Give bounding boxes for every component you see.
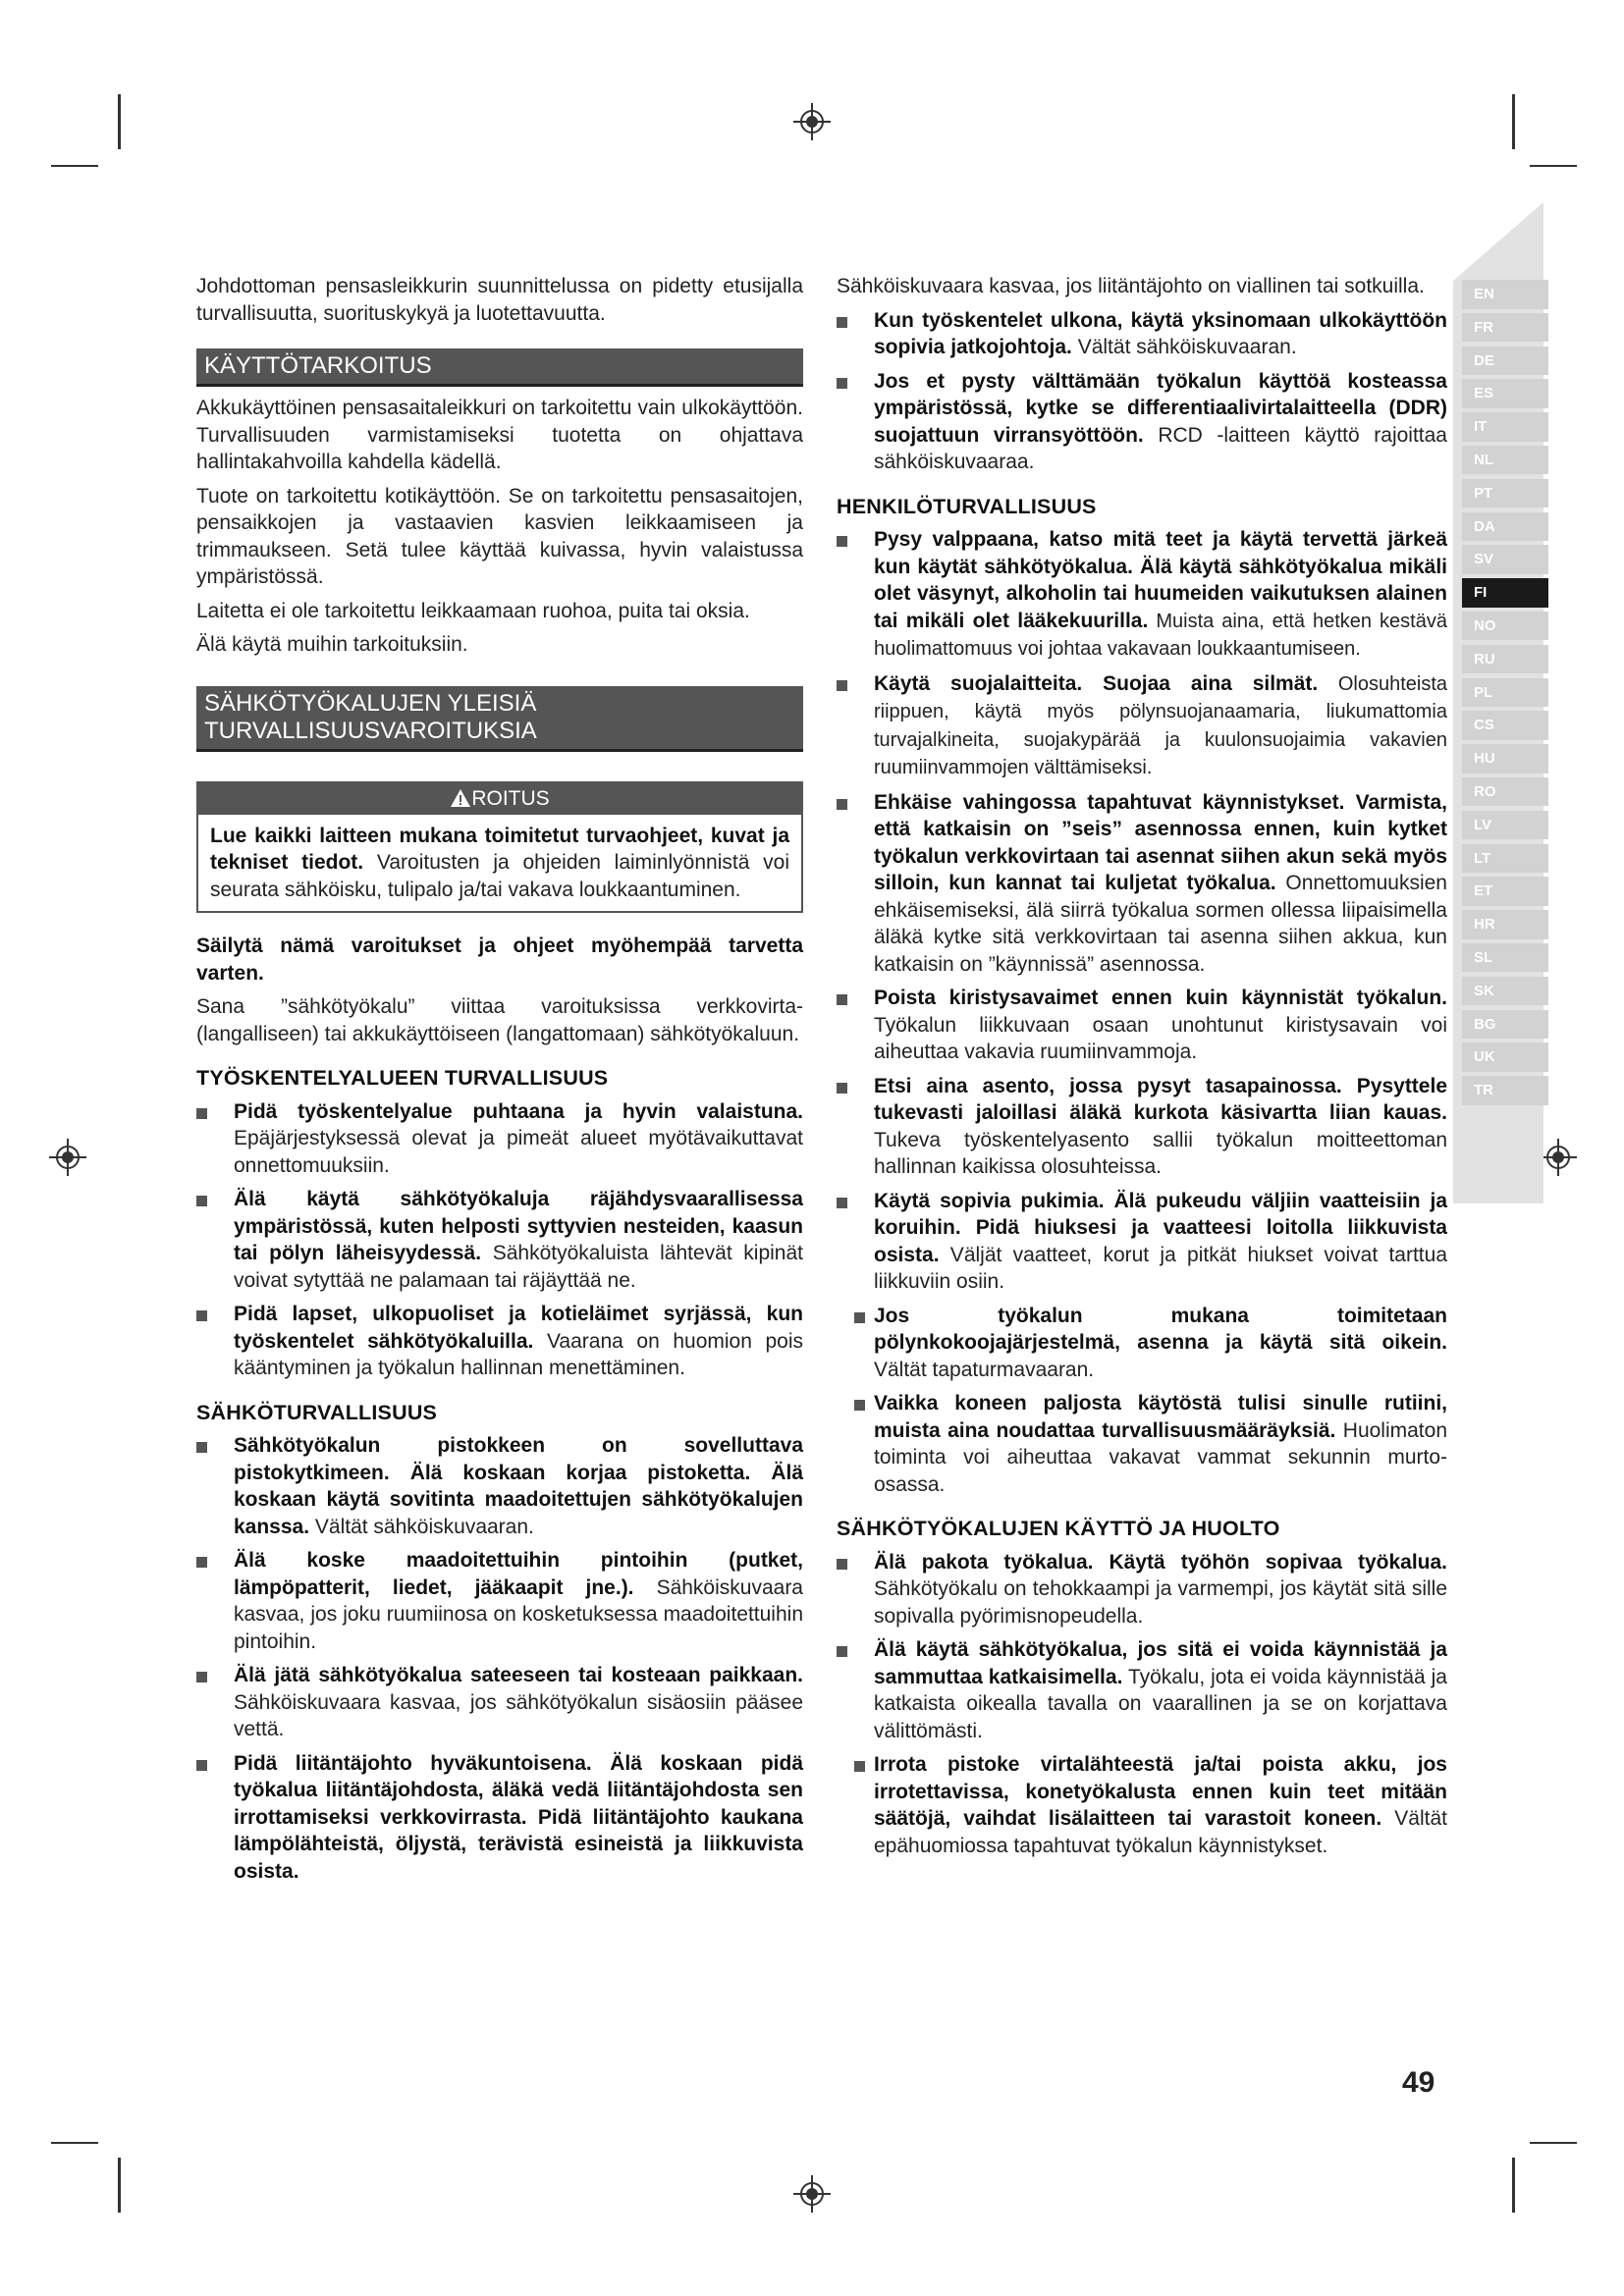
- language-tab-da[interactable]: DA: [1462, 512, 1548, 542]
- language-tab-sk[interactable]: SK: [1462, 977, 1548, 1006]
- list-item: [837, 670, 1447, 782]
- heading-line: SÄHKÖTYÖKALUJEN YLEISIÄ: [204, 689, 537, 717]
- list-item: [837, 1751, 1447, 1859]
- item-bold: Irrota pistoke virtalähteestä ja/tai poista akku, jos irrotettavissa, konetyökalusta ennen kuin teet mitään säätöjä, vaihdat lisälaitteen tai varastoit koneen.: [874, 1753, 1447, 1830]
- item-text: Sähkötyökaluista lähtevät kipinät voivat sytyttää ne palamaan tai räjäyttää ne.: [234, 1242, 803, 1292]
- item-bold: Jos et pysty välttämään työkalun käyttöä kosteassa ympäristössä, kytke se differentiaalivirtalaitteella (DDR) suojattuun virransyöttöön.: [874, 369, 1447, 447]
- intro-paragraph: Johdottoman pensasleikkurin suunnittelussa on pidetty etusijalla turvallisuutta, suorituskykyä ja luotettavuutta.: [196, 275, 803, 325]
- crop-mark: [51, 165, 98, 167]
- list-item: [196, 1662, 803, 1743]
- language-tab-tr[interactable]: TR: [1462, 1076, 1548, 1105]
- warning-header: [198, 783, 801, 815]
- item-bold: Älä käytä sähkötyökalua, jos sitä ei voida käynnistää ja sammuttaa katkaisimella.: [874, 1638, 1447, 1688]
- item-text: Sähkötyökalu on tehokkaampi ja varmempi, jos käytät sitä sille sopivalla pyörimisnopeudella.: [874, 1577, 1447, 1628]
- registration-mark-icon: [1540, 1139, 1577, 1176]
- item-text: Työkalu, jota ei voida käynnistää ja katkaista oikealla tavalla on vaarallinen ja se on korjattava välittömästi.: [874, 1665, 1447, 1742]
- right-column: [837, 273, 1447, 1866]
- registration-mark-icon: [793, 2175, 831, 2213]
- language-tab-hu[interactable]: HU: [1462, 744, 1548, 774]
- keep-instructions-note: Säilytä nämä varoitukset ja ohjeet myöhempää tarvetta varten.: [196, 934, 803, 985]
- paragraph: Tuote on tarkoitettu kotikäyttöön. Se on tarkoitettu pensasaitojen, pensaikkojen ja vastaavien kasvien leikkaamiseen ja trimmaukseen. Setä tulee käyttää kuivassa, hyvin valaistussa ympäristössä.: [196, 484, 803, 588]
- subheading-personal-safety: HENKILÖTURVALLISUUS: [837, 494, 1097, 518]
- language-tab-hr[interactable]: HR: [1462, 910, 1548, 939]
- warning-text: Varoitusten ja ohjeiden laiminlyönnistä voi seurata sähköisku, tulipalo ja/tai vakava loukkaantuminen.: [210, 851, 789, 901]
- language-tab-uk[interactable]: UK: [1462, 1042, 1548, 1072]
- item-bold: Vaikka koneen paljosta käytöstä tulisi sinulle rutiini, muista aina noudattaa turvallisuusmääräyksiä.: [874, 1392, 1447, 1442]
- warning-triangle-icon: [450, 788, 471, 808]
- language-tab-de[interactable]: DE: [1462, 347, 1548, 376]
- list-item: [196, 1432, 803, 1540]
- crop-mark: [1512, 94, 1515, 149]
- item-bold: Sähkötyökalun pistokkeen on sovelluttava pistokytkimeen. Älä koskaan korjaa pistoketta. Älä koskaan käytä sovitinta maadoitettujen sähkötyökalujen kanssa.: [234, 1434, 803, 1538]
- language-tab-sv[interactable]: SV: [1462, 545, 1548, 574]
- crop-mark: [118, 94, 121, 149]
- language-tab-ro[interactable]: RO: [1462, 777, 1548, 807]
- list-item: [837, 1188, 1447, 1296]
- item-text: Sähköiskuvaara kasvaa, jos sähkötyökalun sisäosiin pääsee vettä.: [234, 1690, 803, 1740]
- warning-body: [198, 815, 801, 912]
- paragraph: Älä käytä muihin tarkoituksiin.: [196, 633, 468, 656]
- item-text: Onnettomuuksien ehkäisemiseksi, älä siirrä työkalua sormen ollessa liipaisimella äläkä kytke sitä verkkovirtaan tai asenna siihen akkua, kun katkaisin on ”käynnissä” asennossa.: [874, 872, 1447, 976]
- list-item: [837, 1390, 1447, 1498]
- list-item: [837, 789, 1447, 979]
- item-text: Vältät sähköiskuvaaran.: [309, 1515, 534, 1538]
- item-text: Vältät sähköiskuvaaran.: [1071, 336, 1297, 358]
- language-index: [1462, 280, 1548, 1109]
- paragraph: Akkukäyttöinen pensasaitaleikkuri on tarkoitettu vain ulkokäyttöön. Turvallisuuden varmistamiseksi tuotetta on ohjattava hallintakahvoilla kahdella kädellä.: [196, 397, 803, 473]
- item-text: Tukeva työskentelyasento sallii työkalun moitteettoman hallinnan kaikissa olosuhteissa.: [874, 1128, 1447, 1178]
- section-heading-general-safety: [196, 686, 803, 752]
- language-tab-es[interactable]: ES: [1462, 379, 1548, 408]
- personal-safety-list: [837, 526, 1447, 1498]
- list-item: [837, 368, 1447, 476]
- section-heading-intended-use: KÄYTTÖTARKOITUS: [196, 348, 803, 387]
- item-bold: Pysy valppaana, katso mitä teet ja käytä tervettä järkeä kun käytät sähkötyökalua. Älä käytä sähkötyökalua mikäli olet väsynyt, alkoholin tai huumeiden vaikutuksen alainen tai mikäli olet lääkekuurilla.: [874, 528, 1447, 632]
- item-bold: Pidä lapset, ulkopuoliset ja kotieläimet syrjässä, kun työskentelet sähkötyökaluilla.: [234, 1303, 803, 1353]
- item-bold: Älä koske maadoitettuihin pintoihin (putket, lämpöpatterit, liedet, jääkaapit jne.).: [234, 1549, 803, 1599]
- item-bold: Käytä sopivia pukimia. Älä pukeudu väljiin vaatteisiin ja koruihin. Pidä hiuksesi ja vaatteesi loitolla liikkuvista osista.: [874, 1189, 1447, 1266]
- work-area-list: [196, 1098, 803, 1382]
- language-tab-no[interactable]: NO: [1462, 612, 1548, 641]
- item-text: Epäjärjestyksessä olevat ja pimeät alueet myötävaikuttavat onnettomuuksiin.: [234, 1127, 803, 1177]
- item-text: Väljät vaatteet, korut ja pitkät hiukset voivat tarttua liikkuviin osiin.: [874, 1243, 1447, 1293]
- power-tool-definition: Sana ”sähkötyökalu” viittaa varoituksissa verkkovirta- (langalliseen) tai akkukäyttöiseen (langattomaan) sähkötyökaluun.: [196, 995, 803, 1045]
- item-text: Vaarana on huomion pois kääntyminen ja työkalun hallinnan menettäminen.: [234, 1329, 803, 1379]
- crop-mark: [118, 2158, 121, 2213]
- item-bold: Etsi aina asento, jossa pysyt tasapainossa. Pysyttele tukevasti jaloillasi äläkä kurkota käsivartta liian kauas.: [874, 1074, 1447, 1124]
- language-tab-pl[interactable]: PL: [1462, 678, 1548, 708]
- item-text: Työkalun liikkuvaan osaan unohtunut kiristysavain voi aiheuttaa vakavia ruumiinvammoja.: [874, 1013, 1447, 1063]
- language-tab-bg[interactable]: BG: [1462, 1010, 1548, 1040]
- list-item: [837, 1303, 1447, 1384]
- warning-label: ROITUS: [471, 786, 550, 810]
- item-bold: Käytä suojalaitteita. Suojaa aina silmät.: [874, 671, 1319, 695]
- subheading-work-area: TYÖSKENTELYALUEEN TURVALLISUUS: [196, 1066, 609, 1090]
- item-bold: Kun työskentelet ulkona, käytä yksinomaan ulkokäyttöön sopivia jatkojohtoja.: [874, 308, 1447, 358]
- list-item: [196, 1547, 803, 1655]
- page-number: 49: [1402, 2066, 1435, 2099]
- list-item: [837, 526, 1447, 664]
- electrical-list-continued: [837, 307, 1447, 476]
- language-tab-fi[interactable]: FI: [1462, 578, 1548, 608]
- tool-use-list: [837, 1549, 1447, 1860]
- list-item: [837, 1636, 1447, 1744]
- language-tab-ru[interactable]: RU: [1462, 645, 1548, 674]
- item-text: Vältät tapaturmavaaran.: [874, 1358, 1095, 1381]
- item-bold: Pidä liitäntäjohto hyväkuntoisena. Älä koskaan pidä työkalua liitäntäjohdosta, äläkä vedä liitäntäjohdosta sen irrottamiseksi verkkovirrasta. Pidä liitäntäjohto kaukana lämpölähteistä, öljystä, terävistä esineistä ja liikkuvista osista.: [234, 1751, 803, 1883]
- item-bold: Poista kiristysavaimet ennen kuin käynnistät työkalun.: [874, 987, 1447, 1009]
- item-bold: Jos työkalun mukana toimitetaan pölynkokoojajärjestelmä, asenna ja käytä sitä oikein.: [874, 1304, 1447, 1354]
- list-item: [196, 1301, 803, 1382]
- warning-bold-text: Lue kaikki laitteen mukana toimitetut turvaohjeet, kuvat ja tekniset tiedot.: [210, 824, 789, 874]
- subheading-tool-use-care: SÄHKÖTYÖKALUJEN KÄYTTÖ JA HUOLTO: [837, 1517, 1280, 1540]
- registration-mark-icon: [49, 1139, 86, 1176]
- language-tab-et[interactable]: ET: [1462, 877, 1548, 906]
- language-tab-en[interactable]: EN: [1462, 280, 1548, 309]
- list-item: [196, 1098, 803, 1180]
- item-text: Huolimaton toiminta voi aiheuttaa vakavat vammat sekunnin murto-osassa.: [874, 1418, 1447, 1496]
- language-tab-pt[interactable]: PT: [1462, 479, 1548, 508]
- paragraph: Laitetta ei ole tarkoitettu leikkaamaan ruohoa, puita tai oksia.: [196, 599, 750, 622]
- item-text: Vältät epähuomiossa tapahtuvat työkalun käynnistykset.: [874, 1807, 1447, 1857]
- crop-mark: [51, 2142, 98, 2144]
- crop-mark: [1530, 2142, 1577, 2144]
- item-text: Olosuhteista riippuen, käytä myös pölynsuojanaamaria, liukumattomia turvajalkineita, suojakypärää ja kuulonsuojaimia vakavien ruumiinvammojen välttämiseksi.: [874, 672, 1448, 778]
- item-bold: Älä jätä sähkötyökalua sateeseen tai kosteaan paikkaan.: [234, 1664, 803, 1686]
- item-text: Sähköiskuvaara kasvaa, jos joku ruumiinosa on kosketuksessa maadoitettuihin pintoihin.: [234, 1575, 803, 1653]
- language-tab-lv[interactable]: LV: [1462, 811, 1548, 840]
- continued-paragraph: Sähköiskuvaara kasvaa, jos liitäntäjohto on viallinen tai sotkuilla.: [837, 275, 1425, 297]
- list-item: [196, 1750, 803, 1886]
- language-tab-it[interactable]: IT: [1462, 412, 1548, 442]
- item-bold: Ehkäise vahingossa tapahtuvat käynnistykset. Varmista, että katkaisin on ”seis” asennossa ennen, kuin kytket työkalun verkkovirtaan tai asennat siihen akun sekä myös silloin, kun kannat tai kuljetat työkalua.: [874, 790, 1447, 894]
- crop-mark: [1530, 165, 1577, 167]
- language-tab-nl[interactable]: NL: [1462, 446, 1548, 475]
- list-item: [837, 307, 1447, 361]
- crop-mark: [1512, 2158, 1515, 2213]
- language-tab-fr[interactable]: FR: [1462, 313, 1548, 343]
- list-item: [837, 985, 1447, 1066]
- list-item: [837, 1549, 1447, 1630]
- list-item: [837, 1073, 1447, 1181]
- list-item: [196, 1186, 803, 1294]
- warning-box: [196, 781, 803, 914]
- electrical-list: [196, 1432, 803, 1885]
- language-tab-cs[interactable]: CS: [1462, 711, 1548, 740]
- left-column: [196, 273, 803, 1892]
- language-tab-lt[interactable]: LT: [1462, 844, 1548, 874]
- subheading-electrical: SÄHKÖTURVALLISUUS: [196, 1400, 438, 1424]
- registration-mark-icon: [793, 103, 831, 140]
- heading-line: TURVALLISUUSVAROITUKSIA: [204, 717, 537, 744]
- item-text: RCD -laitteen käyttö rajoittaa sähköiskuvaaraa.: [874, 423, 1447, 473]
- language-tab-sl[interactable]: SL: [1462, 943, 1548, 973]
- item-bold: Älä pakota työkalua. Käytä työhön sopivaa työkalua.: [874, 1550, 1447, 1574]
- item-bold: Pidä työskentelyalue puhtaana ja hyvin valaistuna.: [234, 1099, 803, 1123]
- item-bold: Älä käytä sähkötyökaluja räjähdysvaarallisessa ympäristössä, kuten helposti syttyvien nesteiden, kaasun tai pölyn läheisyydessä.: [234, 1188, 803, 1264]
- item-text: Muista aina, että hetken kestävä huolimattomuus voi johtaa vakavaan loukkaantumiseen.: [874, 610, 1447, 660]
